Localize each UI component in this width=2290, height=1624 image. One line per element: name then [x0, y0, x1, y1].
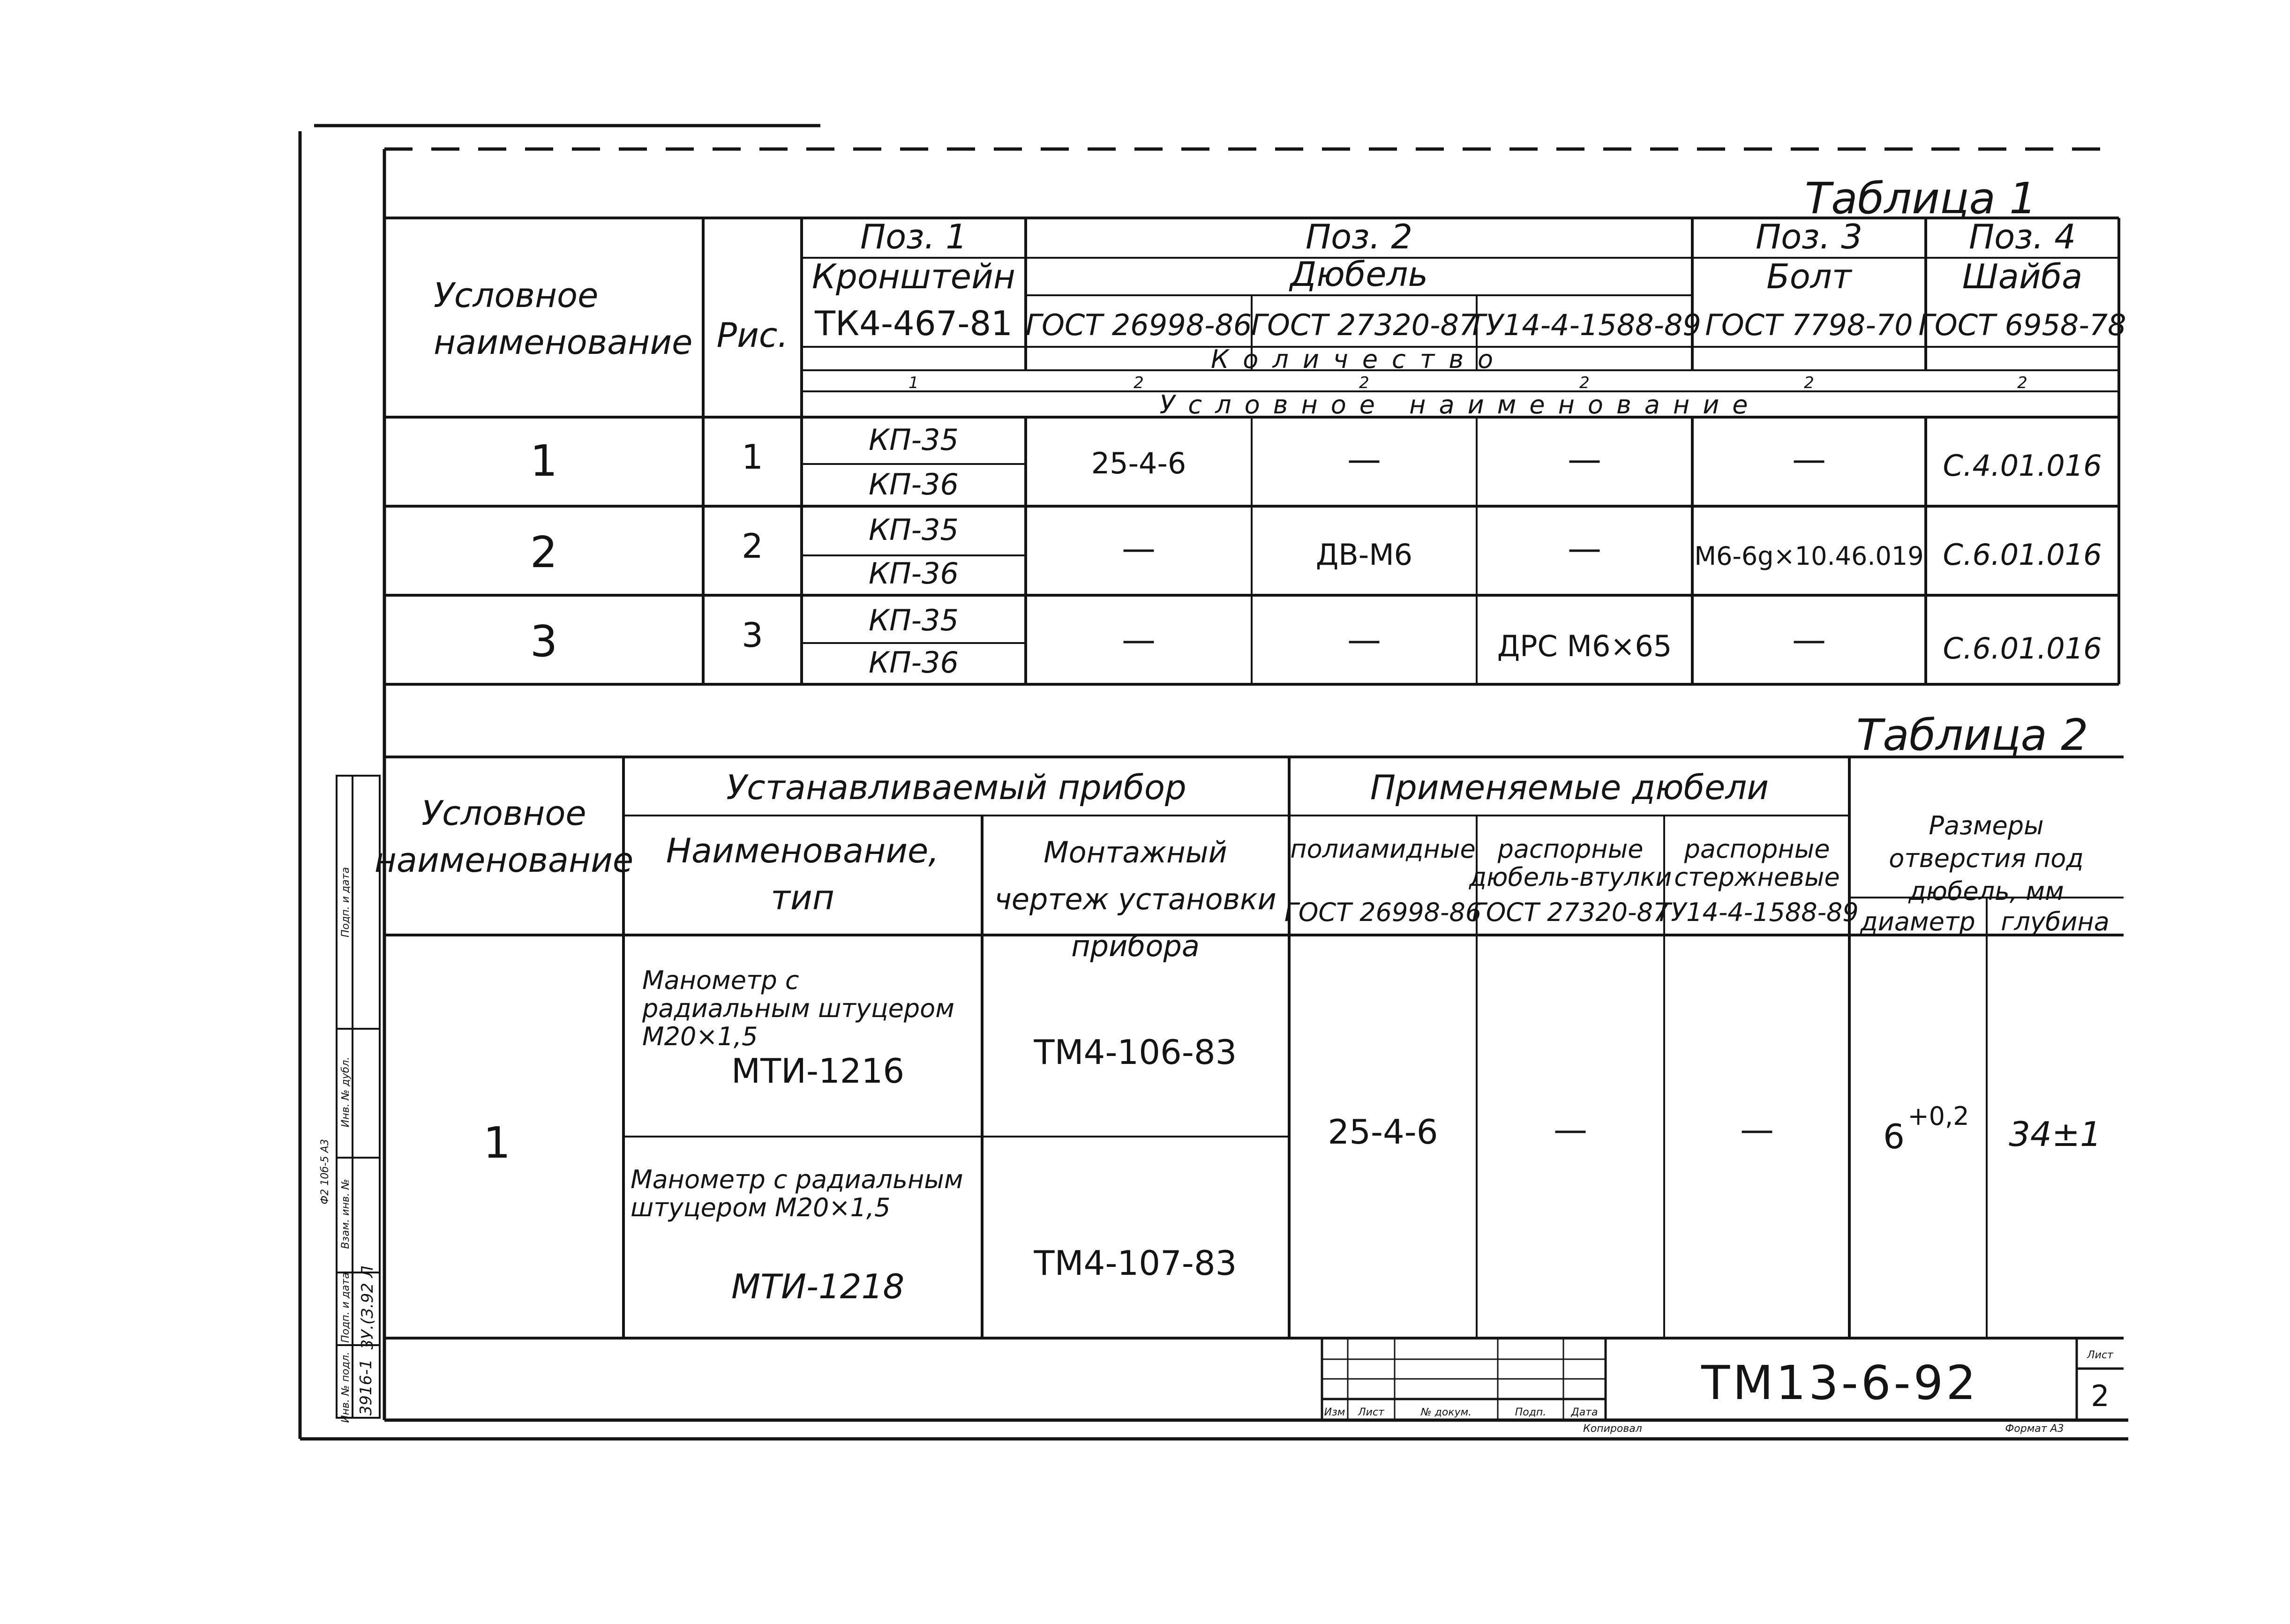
t1-pos3-item: Болт: [1766, 257, 1852, 296]
t1-row2-fig: 2: [742, 526, 763, 566]
t2-dowel-kind-3: распорные стержневые: [1674, 834, 1840, 892]
t1-pos3-standard: ГОСТ 7798-70: [1705, 308, 1913, 342]
t2-row1-device1-desc: Манометр с радиальным штуцером М20×1,5: [642, 965, 954, 1051]
t2-row1-device2-desc: Манометр с радиальным штуцером М20×1,5: [631, 1165, 963, 1222]
t2-row1-bushing: —: [1554, 1110, 1587, 1149]
tb-col-rev: Изм: [1324, 1407, 1345, 1418]
t2-row1-diameter: 6: [1883, 1117, 1905, 1156]
t1-row3-dowel1: —: [1122, 620, 1156, 659]
t1-row1-dowel2: —: [1347, 440, 1381, 479]
strip-replace-inv-label: Взам. инв. №: [340, 1179, 352, 1249]
t2-row1-device1-type: МТИ-1216: [731, 1051, 905, 1091]
table-1-title: Таблица 1: [1805, 173, 2037, 224]
t1-pos2-standard-2: ГОСТ 27320-87: [1251, 308, 1478, 342]
t1-row1-dowel3: —: [1568, 440, 1601, 479]
t1-row3-name: 3: [530, 616, 558, 666]
t1-row3-fig: 3: [742, 615, 763, 655]
t1-row2-bolt: М6-6g×10.46.019: [1694, 541, 1924, 571]
t1-row1-name: 1: [530, 436, 558, 486]
t1-row2-dowel1: —: [1122, 529, 1156, 568]
tb-format: Формат А3: [2005, 1423, 2064, 1435]
t1-pos4-label: Поз. 4: [1968, 217, 2076, 256]
t1-qty-pos2b: 2: [1359, 374, 1369, 392]
t2-dowel-standard-2: ГОСТ 27320-87: [1472, 898, 1669, 927]
strip-form-code: Ф2 10б-5 А3: [319, 1139, 331, 1205]
t2-row1-polyamide: 25-4-6: [1328, 1112, 1438, 1152]
t2-header-diameter: диаметр: [1860, 907, 1975, 936]
t1-pos2-item: Дюбель: [1290, 254, 1428, 294]
t1-row1-dowel1: 25-4-6: [1091, 446, 1186, 480]
t1-row2-dowel2: ДВ-М6: [1315, 538, 1413, 572]
table-2-title: Таблица 2: [1856, 710, 2088, 760]
t1-pos1-label: Поз. 1: [860, 217, 968, 256]
strip-inv-no-label: Инв. № подл.: [340, 1352, 352, 1423]
t1-row1-bracket-b: КП-36: [869, 467, 959, 501]
t1-pos4-item: Шайба: [1962, 257, 2083, 296]
t1-pos3-label: Поз. 3: [1755, 217, 1863, 256]
t1-row2-bracket-b: КП-36: [869, 556, 959, 591]
t2-header-depth: глубина: [2001, 907, 2110, 936]
t1-pos1-standard: ТК4-467-81: [815, 304, 1013, 343]
t2-row1-depth: 34±1: [2009, 1115, 2102, 1154]
t1-qty-pos1: 1: [908, 374, 919, 392]
t2-row1-name: 1: [483, 1118, 511, 1168]
t2-row1-device1-drawing: ТМ4-106-83: [1034, 1033, 1237, 1072]
strip-dup-inv-label: Инв. № дубл.: [340, 1056, 352, 1128]
t1-pos4-standard: ГОСТ 6958-78: [1918, 308, 2126, 342]
t1-qty-pos3: 2: [1804, 374, 1814, 392]
t2-header-device-group: Устанавливаемый прибор: [726, 768, 1186, 807]
t1-row2-washer: С.6.01.016: [1943, 538, 2102, 572]
t1-row2-name: 2: [530, 527, 558, 577]
t2-header-mount-drawing: Монтажный чертеж установки прибора: [994, 835, 1276, 963]
strip-sign-date-label-2: Подп. и дата: [340, 867, 352, 937]
tb-copied-by: Копировал: [1583, 1423, 1642, 1435]
strip-inv-no-value: 3916-1: [357, 1359, 375, 1416]
t2-dowel-standard-3: ТУ14-4-1588-89: [1655, 898, 1859, 927]
t1-row3-bracket-a: КП-35: [869, 603, 959, 637]
t1-row3-washer: С.6.01.016: [1943, 631, 2102, 666]
t2-header-device-name: Наименование, тип: [666, 831, 939, 917]
t1-row3-bracket-b: КП-36: [869, 645, 959, 680]
tb-col-doc-no: № докум.: [1420, 1407, 1472, 1418]
t1-row3-bolt: —: [1792, 620, 1826, 659]
tb-sheet-number: 2: [2091, 1379, 2110, 1413]
t1-qty-pos4: 2: [2017, 374, 2027, 392]
t2-dowel-kind-2: распорные дюбель-втулки: [1469, 834, 1672, 892]
tb-col-sign: Подп.: [1515, 1407, 1547, 1418]
strip-sign-date-value: 3У.(З.92 Л: [358, 1265, 377, 1350]
t1-header-conditional-name: Условное наименование: [434, 276, 693, 362]
t1-row1-bolt: —: [1792, 440, 1826, 479]
t1-pos2-label: Поз. 2: [1305, 217, 1413, 256]
t1-conditional-name-band: Условное наименование: [1159, 390, 1761, 419]
t1-pos2-standard-1: ГОСТ 26998-86: [1025, 308, 1252, 342]
tb-document-code: ТМ13-6-92: [1701, 1355, 1979, 1410]
t1-row2-bracket-a: КП-35: [869, 513, 959, 547]
t1-row1-bracket-a: КП-35: [869, 423, 959, 457]
t2-row1-device2-drawing: ТМ4-107-83: [1034, 1243, 1237, 1283]
left-strip: [319, 776, 380, 1423]
t1-row2-dowel3: —: [1568, 529, 1601, 568]
t2-row1-diameter-tolerance: +0,2: [1907, 1101, 1969, 1131]
t1-qty-pos2a: 2: [1134, 374, 1144, 392]
tb-sheet-label: Лист: [2087, 1349, 2113, 1361]
t2-row1-device2-type: МТИ-1218: [731, 1267, 905, 1306]
tb-col-date: Дата: [1571, 1407, 1598, 1418]
table-2: [375, 710, 2124, 1338]
t2-dowel-standard-1: ГОСТ 26998-86: [1284, 898, 1482, 927]
t1-quantity-label: Количество: [1210, 344, 1508, 374]
t2-header-conditional-name: Условное наименование: [374, 793, 634, 880]
t2-row1-rod: —: [1740, 1110, 1774, 1149]
t1-row3-dowel2: —: [1347, 620, 1381, 659]
t2-dowel-kind-1: полиамидные: [1290, 834, 1476, 864]
t1-pos2-standard-3: ТУ14-4-1588-89: [1468, 308, 1701, 342]
t2-header-hole-size: Размеры отверстия под дюбель, мм: [1889, 811, 2084, 906]
table-1: [384, 173, 2126, 684]
tb-col-sheet: Лист: [1358, 1407, 1384, 1418]
t2-header-dowels-group: Применяемые дюбели: [1370, 768, 1769, 807]
t1-row1-fig: 1: [742, 437, 763, 477]
t1-row1-washer: С.4.01.016: [1943, 449, 2102, 483]
t1-pos1-item: Кронштейн: [812, 257, 1015, 296]
t1-header-fig: Рис.: [716, 315, 788, 355]
t1-row3-dowel3: ДРС М6×65: [1497, 629, 1672, 663]
strip-sign-date-label: Подп. и дата: [340, 1272, 352, 1343]
t1-qty-pos2c: 2: [1579, 374, 1590, 392]
